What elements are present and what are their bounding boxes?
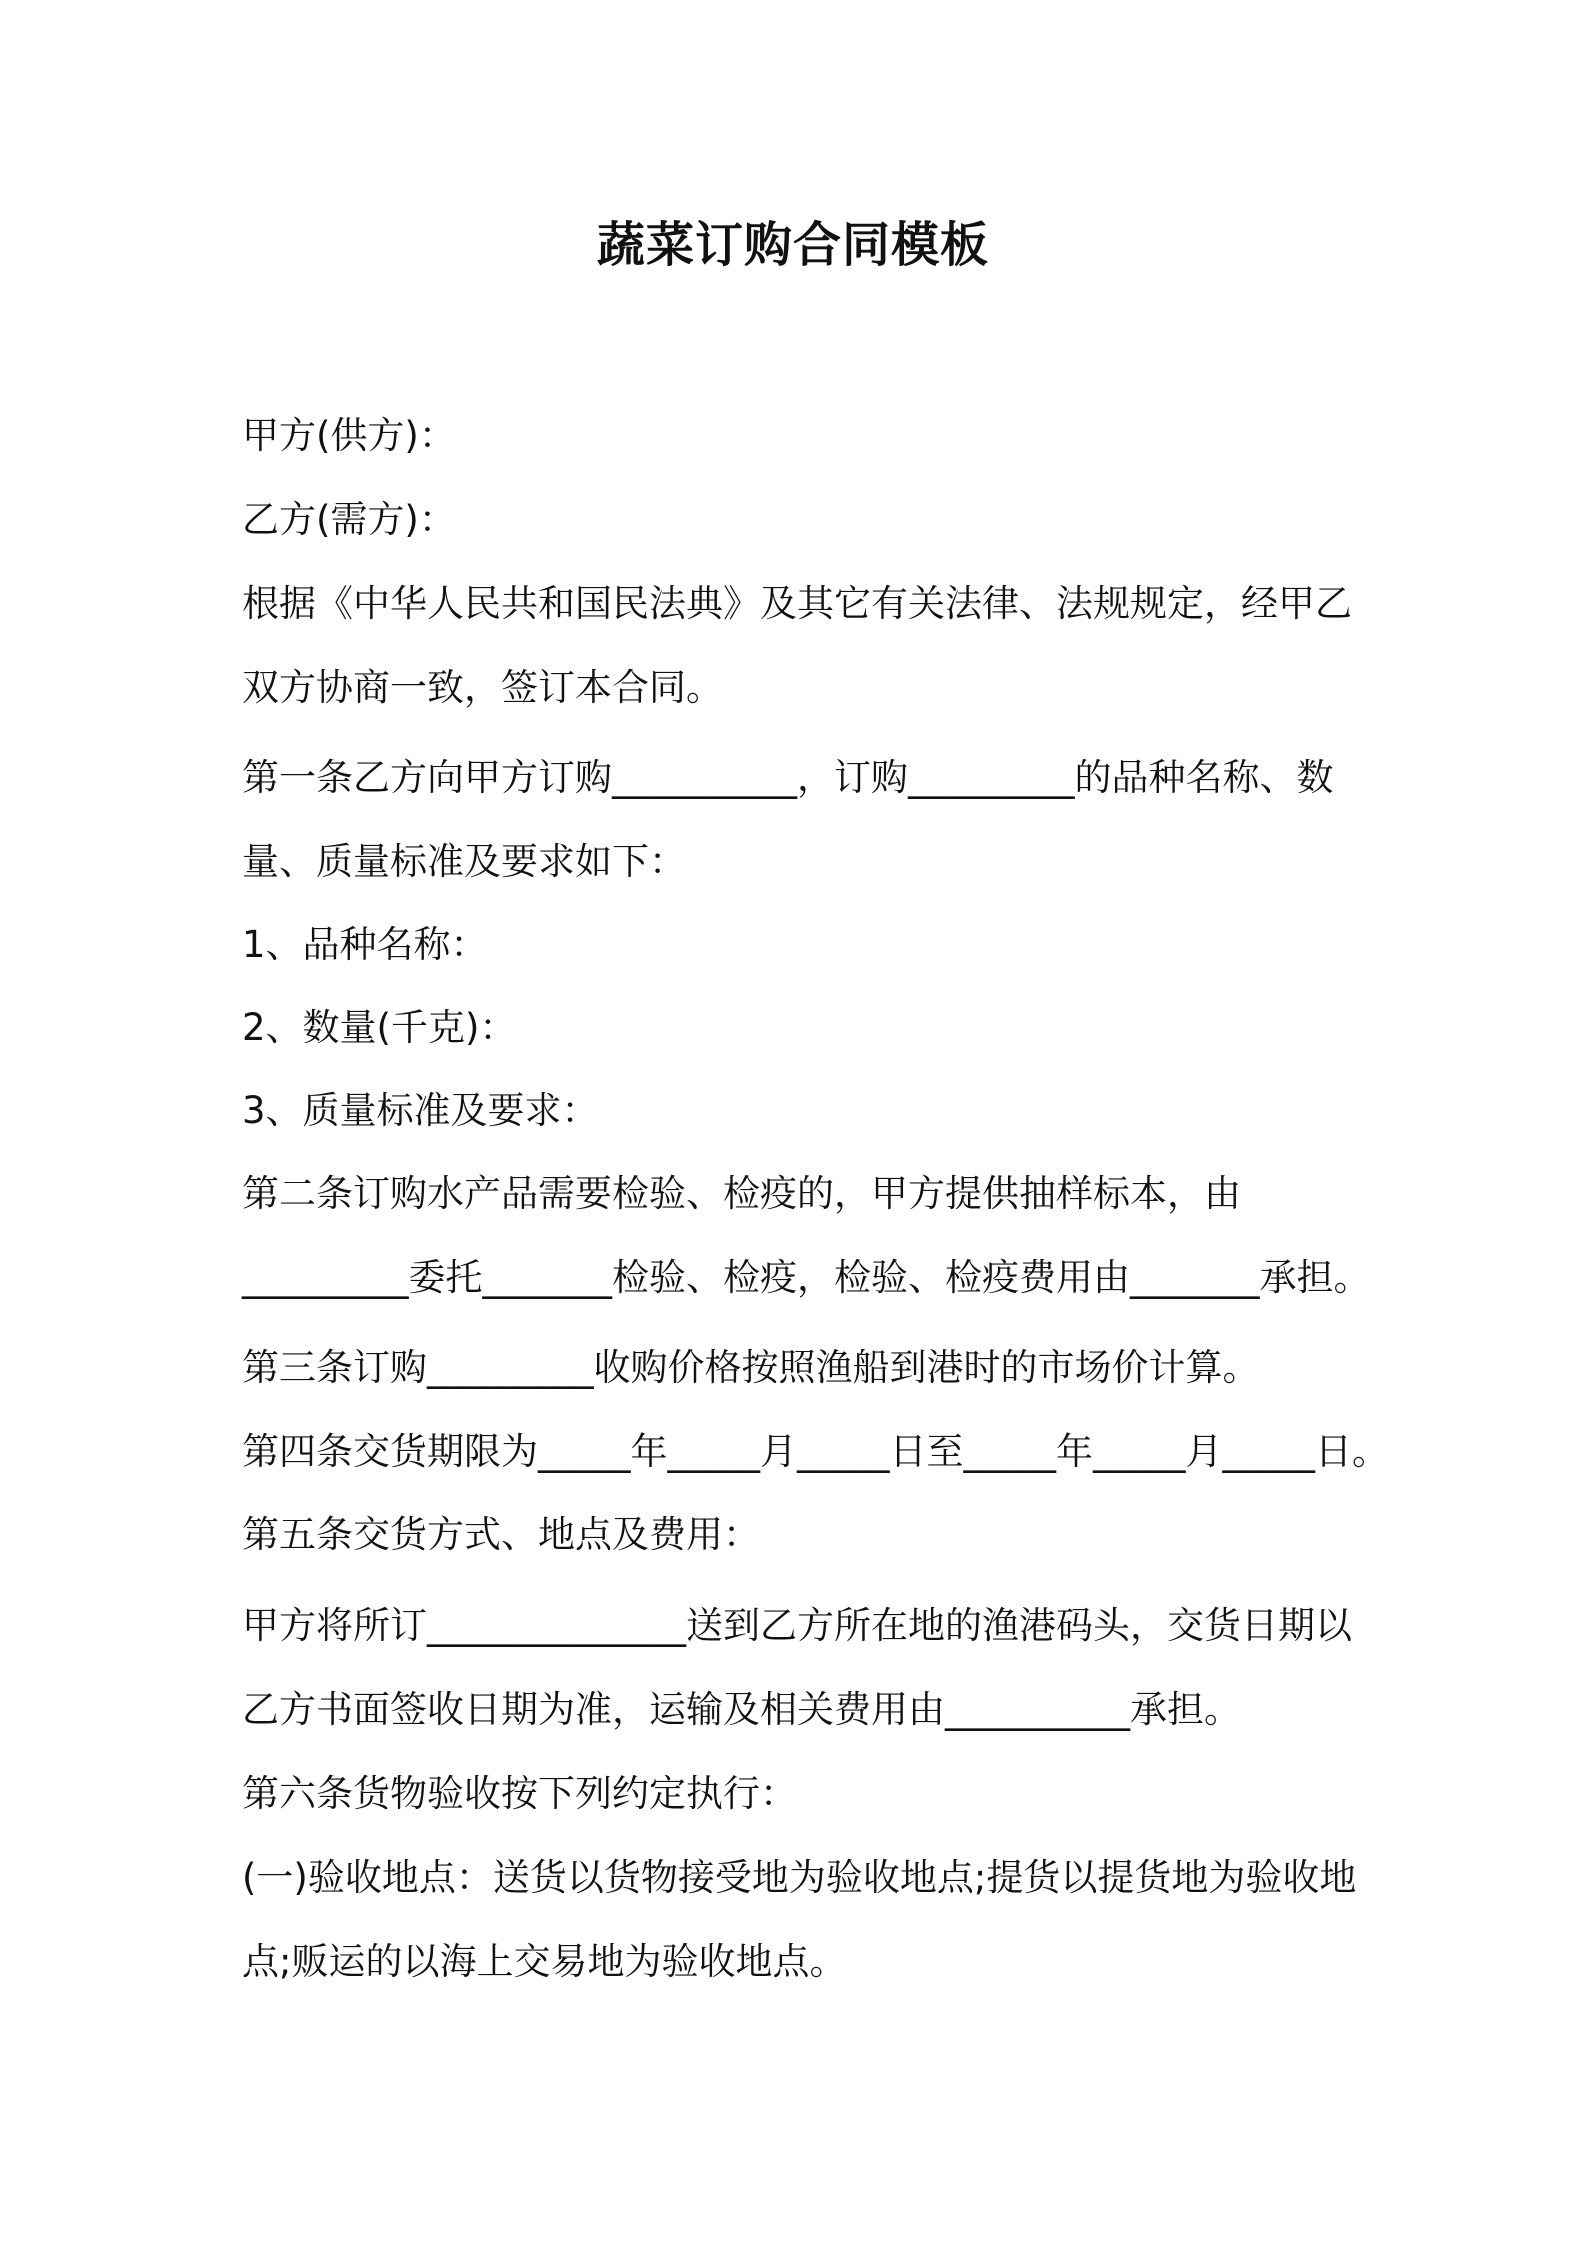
article-6-heading: 第六条货物验收按下列约定执行： — [242, 1772, 797, 1815]
article-4-line: 第四条交货期限为_____年_____月_____日至_____年_____月_____日。 — [242, 1430, 1389, 1473]
preamble-line-1: 根据《中华人民共和国民法典》及其它有关法律、法规规定，经甲乙 — [242, 582, 1352, 625]
item-quantity: 2、数量(千克)： — [242, 1006, 517, 1049]
article-3-line: 第三条订购_________收购价格按照渔船到港时的市场价计算。 — [242, 1346, 1260, 1389]
party-a-line: 甲方(供方)： — [242, 414, 456, 457]
article-1-line-1: 第一条乙方向甲方订购__________，订购_________的品种名称、数 — [242, 756, 1334, 799]
party-b-line: 乙方(需方)： — [242, 498, 456, 541]
preamble-line-2: 双方协商一致，签订本合同。 — [242, 666, 723, 709]
article-5-line-2: 乙方书面签收日期为准，运输及相关费用由__________承担。 — [242, 1688, 1241, 1731]
article-5-line-1: 甲方将所订______________送到乙方所在地的渔港码头，交货日期以 — [242, 1604, 1352, 1647]
article-1-line-2: 量、质量标准及要求如下： — [242, 840, 686, 883]
article-6-clause-1-line-1: (一)验收地点：送货以货物接受地为验收地点;提货以提货地为验收地 — [242, 1856, 1357, 1899]
article-2-line-1: 第二条订购水产品需要检验、检疫的，甲方提供抽样标本，由 — [242, 1172, 1241, 1215]
item-quality-standard: 3、质量标准及要求： — [242, 1089, 599, 1132]
article-6-clause-1-line-2: 点;贩运的以海上交易地为验收地点。 — [242, 1940, 847, 1983]
document-title: 蔬菜订购合同模板 — [596, 217, 989, 273]
item-variety-name: 1、品种名称： — [242, 923, 488, 966]
article-2-line-2: _________委托_______检验、检疫，检验、检疫费用由_______承担。 — [242, 1256, 1371, 1299]
article-5-heading: 第五条交货方式、地点及费用： — [242, 1513, 760, 1556]
